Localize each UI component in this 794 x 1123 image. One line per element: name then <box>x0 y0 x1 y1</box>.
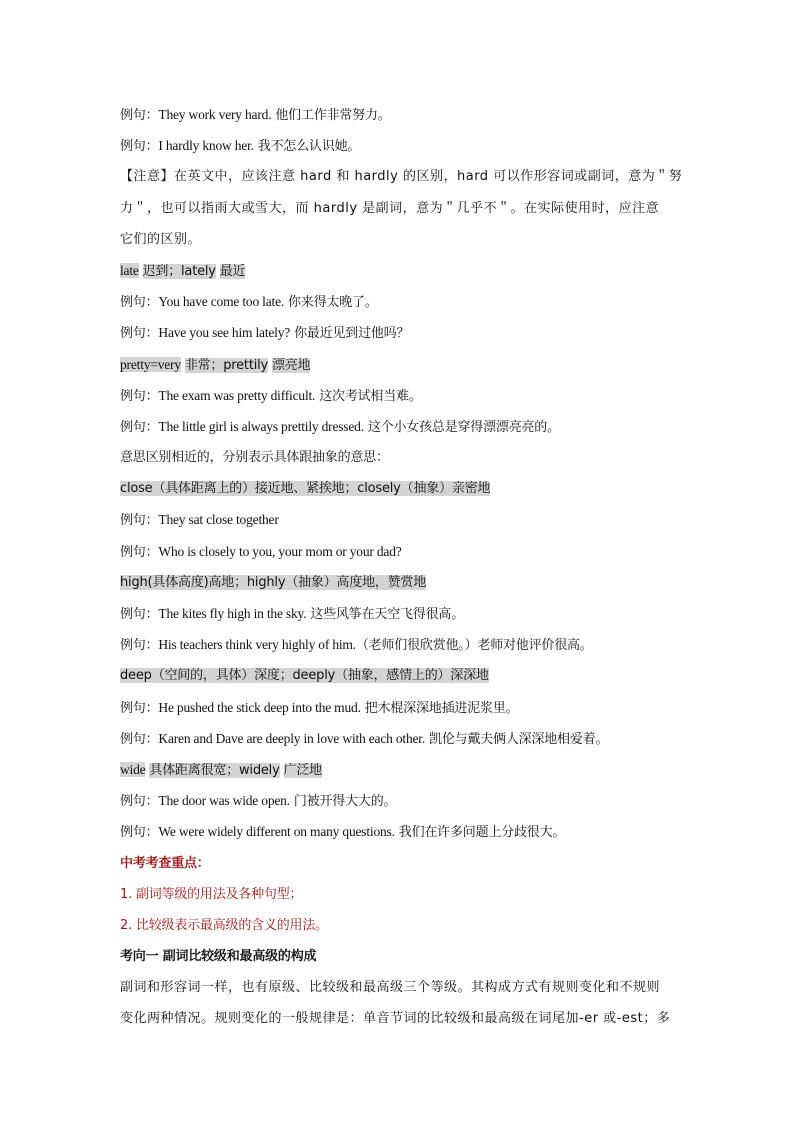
heading-deep-deeply: deep（空间的，具体）深度；deeply（抽象，感情上的）深深地 <box>120 668 489 684</box>
note-line-1: 【注意】在英文中，应该注意 hard 和 hardly 的区别，hard 可以作形容词或副词，意为＂努 <box>120 169 683 185</box>
exam-focus-item-1: 1. 副词等级的用法及各种句型； <box>120 886 303 902</box>
example-widely: 例句：We were widely different on many questions. 我们在许多问题上分歧很大。 <box>120 824 566 841</box>
heading-close-closely: close（具体距离上的）接近地、紧挨地；closely（抽象）亲密地 <box>120 481 491 497</box>
paragraph-line-1: 副词和形容词一样，也有原级、比较级和最高级三个等级。其构成方式有规则变化和不规则 <box>120 980 661 996</box>
exam-focus-item-2: 2. 比较级表示最高级的含义的用法。 <box>120 917 328 933</box>
exam-focus-title: 中考考查重点： <box>120 855 210 871</box>
paragraph-line-2: 变化两种情况。规则变化的一般规律是：单音节词的比较级和最高级在词尾加-er 或-est；多 <box>120 1011 671 1027</box>
example-pretty: 例句：The exam was pretty difficult. 这次考试相当难。 <box>120 387 422 404</box>
document-content <box>120 99 683 1035</box>
example-hard: 例句：They work very hard. 他们工作非常努力。 <box>120 107 391 123</box>
example-deeply: 例句：Karen and Dave are deeply in love with each other. 凯伦与戴夫俩人深深地相爱着。 <box>120 730 609 747</box>
heading-pretty-prettily: pretty=very 非常；prettily 漂亮地 <box>120 356 311 373</box>
example-deep: 例句：He pushed the stick deep into the mud. 把木棍深深地插进泥浆里。 <box>120 699 519 716</box>
example-highly: 例句：His teachers think very highly of him.（老师们很欣赏他。）老师对他评价很高。 <box>120 637 593 654</box>
example-late: 例句：You have come too late. 你来得太晚了。 <box>120 294 378 311</box>
example-close: 例句：They sat close together <box>120 512 279 529</box>
section-title: 考向一 副词比较级和最高级的构成 <box>120 949 317 965</box>
example-hardly: 例句：I hardly know her. 我不怎么认识她。 <box>120 138 361 155</box>
example-prettily: 例句：The little girl is always prettily dressed. 这个小女孩总是穿得漂漂亮亮的。 <box>120 418 560 435</box>
heading-high-highly: high(具体高度)高地；highly（抽象）高度地，赞赏地 <box>120 574 427 590</box>
example-high: 例句：The kites fly high in the sky. 这些风筝在天空飞得很高。 <box>120 606 464 622</box>
note-line-3: 它们的区别。 <box>120 231 202 247</box>
heading-wide-widely: wide 具体距离很宽；widely 广泛地 <box>120 761 322 778</box>
note-line-2: 力＂，也可以指雨大或雪大，而 hardly 是副词，意为＂几乎不＂。在实际使用时，应注意 <box>120 200 660 216</box>
heading-late-lately: late 迟到；lately 最近 <box>120 262 246 279</box>
example-closely: 例句：Who is closely to you, your mom or your dad? <box>120 543 402 560</box>
example-wide: 例句：The door was wide open. 门被开得大大的。 <box>120 793 397 810</box>
intro-line: 意思区别相近的，分别表示具体跟抽象的意思： <box>120 450 389 466</box>
example-lately: 例句：Have you see him lately? 你最近见到过他吗？ <box>120 325 410 342</box>
